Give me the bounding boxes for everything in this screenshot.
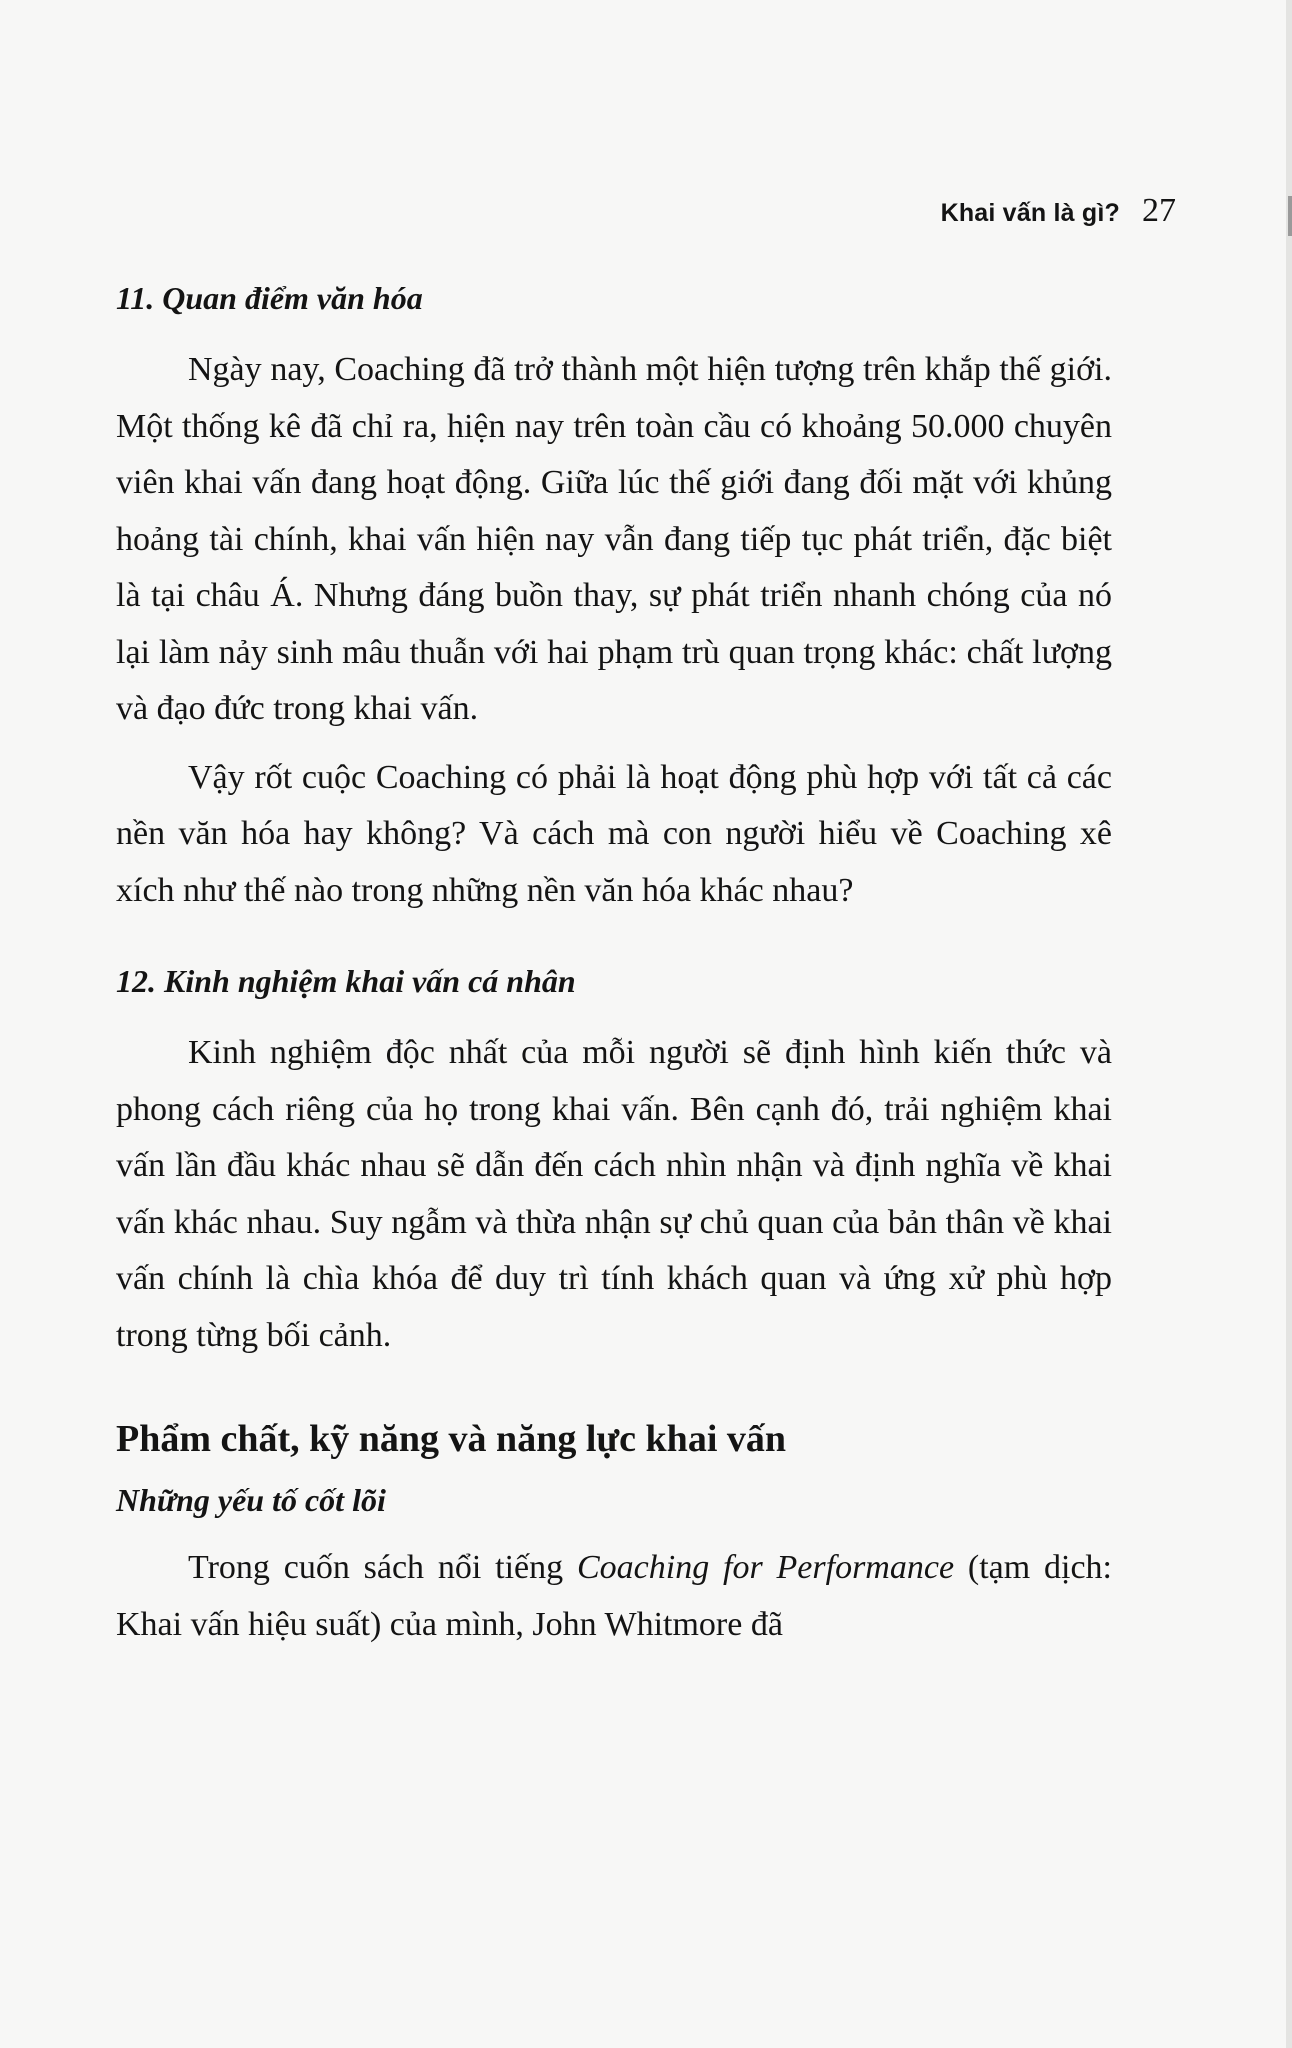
paragraph-text-end: (tạm dịch: Khai vấn hiệu suất) của mình, John Whitmore đã xyxy=(116,1549,1112,1643)
header-rule xyxy=(1288,196,1292,236)
chapter-heading: Phẩm chất, kỹ năng và năng lực khai vấn xyxy=(116,1418,787,1460)
book-title: Coaching for Performance xyxy=(576,1549,955,1586)
page-header xyxy=(941,192,1176,230)
page-number: 27 xyxy=(1142,192,1176,229)
chapter-paragraph-1 xyxy=(116,1540,1112,1653)
paragraph-text-start: Trong cuốn sách nổi tiếng xyxy=(188,1549,577,1586)
section-title-12: 12. Kinh nghiệm khai vấn cá nhân xyxy=(116,963,576,999)
section-11-paragraph-2: Vậy rốt cuộc Coaching có phải là hoạt động phù hợp với tất cả các nền văn hóa hay không? Và cách mà con người hiểu về Coaching xê xích như thế nào trong những nền văn hóa khác nhau? xyxy=(116,758,1112,909)
section-title-11: 11. Quan điểm văn hóa xyxy=(116,280,423,316)
chapter-subheading: Những yếu tố cốt lõi xyxy=(116,1482,386,1518)
page-edge xyxy=(1286,0,1292,2048)
running-head: Khai vấn là gì? xyxy=(940,199,1120,227)
section-11-paragraph-1: Ngày nay, Coaching đã trở thành một hiện tượng trên khắp thế giới. Một thống kê đã chỉ ra, hiện nay trên toàn cầu có khoảng 50.000 chuyên viên khai vấn đang hoạt động. Giữa lúc thế giới đang đối mặt với khủng hoảng tài chính, khai vấn hiện nay vẫn đang tiếp tục phát triển, đặc biệt là tại châu Á. Nhưng đáng buồn thay, sự phát triển nhanh chóng của nó lại làm nảy sinh mâu thuẫn với hai phạm trù quan trọng khác: chất lượng và đạo đức trong khai vấn. xyxy=(116,351,1112,727)
page-content xyxy=(116,276,1112,1665)
section-12-paragraph-1: Kinh nghiệm độc nhất của mỗi người sẽ định hình kiến thức và phong cách riêng của họ trong khai vấn. Bên cạnh đó, trải nghiệm khai vấn lần đầu khác nhau sẽ dẫn đến cách nhìn nhận và định nghĩa về khai vấn khác nhau. Suy ngẫm và thừa nhận sự chủ quan của bản thân về khai vấn chính là chìa khóa để duy trì tính khách quan và ứng xử phù hợp trong từng bối cảnh. xyxy=(116,1034,1112,1354)
